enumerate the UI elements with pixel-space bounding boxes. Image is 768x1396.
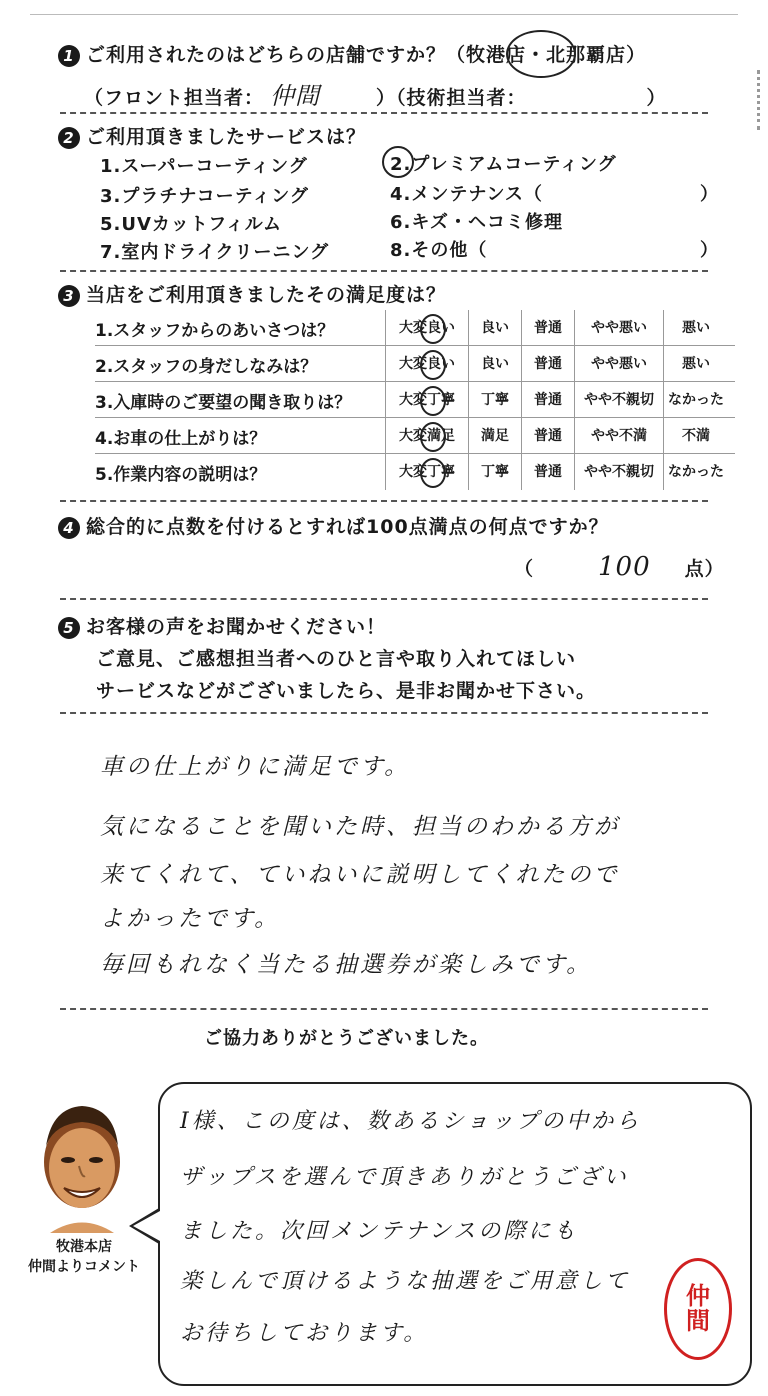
thanks-text: ご協力ありがとうございました。 [204, 1028, 489, 1049]
selected-mark [420, 350, 446, 380]
option-cell: 大変満足 [385, 418, 468, 454]
service-item: 2.プレミアムコーティング [390, 154, 617, 175]
store-selected-circle [506, 30, 576, 78]
q4-number: 4 [58, 517, 80, 539]
q1-store-b: 北那覇店 [546, 44, 627, 66]
customer-comment-line: よかったです。 [100, 906, 281, 932]
staff-reply-line: ザップスを選んで頂きありがとうござい [180, 1165, 629, 1190]
q4-text: 総合的に点数を付けるとすれば100点満点の何点ですか？ [86, 516, 609, 538]
option-cell: 大変丁寧 [385, 382, 468, 418]
q1-text: ご利用されたのはどちらの店舗ですか？（ [86, 44, 467, 66]
satisfaction-question: 5.作業内容の説明は？ [95, 465, 267, 485]
selected-mark [420, 458, 446, 488]
q4-score: 100 [598, 552, 651, 582]
option-cell: なかった [663, 454, 728, 490]
option-cell: やや不親切 [574, 382, 663, 418]
selected-mark [420, 422, 446, 452]
q5-line: お客様の声をお聞かせください！ [86, 616, 387, 638]
staff-reply-line: ました。次回メンテナンスの際にも [180, 1219, 579, 1244]
option-cell: 普通 [521, 382, 574, 418]
customer-comment-line: 来てくれて、ていねいに説明してくれたので [100, 862, 620, 888]
tech-staff-label: ）（技術担当者： [376, 87, 527, 109]
divider-2 [60, 270, 708, 272]
staff-avatar-icon [32, 1088, 132, 1233]
stamp-char: 間 [686, 1307, 710, 1335]
q2-question [58, 122, 366, 149]
q5-number: 5 [58, 617, 80, 639]
q5-question [58, 612, 386, 639]
margin-dots [757, 70, 760, 130]
q1-number: 1 [58, 45, 80, 67]
customer-comment-line: 気になることを聞いた時、担当のわかる方が [100, 814, 620, 840]
tech-staff-close: ） [646, 87, 667, 109]
bubble-tail-inner [133, 1211, 160, 1241]
divider-6 [60, 1008, 708, 1010]
front-staff-label: （フロント担当者： [84, 87, 265, 109]
service-paren-close: ） [700, 184, 719, 205]
row-rule [95, 381, 735, 382]
row-rule [95, 345, 735, 346]
option-cell: 普通 [521, 454, 574, 490]
option-cell: 普通 [521, 346, 574, 382]
staff-caption-store: 牧港本店 [56, 1239, 112, 1255]
option-cell: 良い [468, 346, 521, 382]
satisfaction-row [95, 382, 735, 418]
service-paren-close: ） [700, 240, 719, 261]
q1-staff-line [84, 76, 667, 111]
customer-comment-line: 車の仕上がりに満足です。 [100, 754, 411, 780]
option-cell: やや不親切 [574, 454, 663, 490]
q4-question [58, 512, 609, 539]
q2-number: 2 [58, 127, 80, 149]
q4-open: （ [514, 558, 535, 580]
front-staff-value: 仲間 [270, 82, 321, 110]
q4-unit: 点） [684, 558, 725, 580]
staff-reply-line: I様、この度は、数あるショップの中から [180, 1109, 642, 1134]
stamp-char: 仲 [686, 1281, 710, 1310]
q3-number: 3 [58, 285, 80, 307]
option-cell: 満足 [468, 418, 521, 454]
satisfaction-row [95, 454, 735, 490]
divider-4 [60, 598, 708, 600]
q4-answer [514, 552, 725, 582]
divider-1 [60, 112, 708, 114]
service-item: 8.その他（ [390, 240, 488, 261]
satisfaction-question: 4.お車の仕上がりは？ [95, 429, 267, 449]
option-cell: やや悪い [574, 310, 663, 346]
row-rule [95, 417, 735, 418]
service-item: 3.プラチナコーティング [100, 186, 309, 207]
service-item: 7.室内ドライクリーニング [100, 242, 330, 263]
service-item: 1.スーパーコーティング [100, 156, 308, 177]
satisfaction-question: 2.スタッフの身だしなみは？ [95, 357, 318, 377]
option-cell: やや悪い [574, 346, 663, 382]
q3-question [58, 280, 446, 307]
staff-reply-line: 楽しんで頂けるような抽選をご用意して [180, 1269, 631, 1294]
satisfaction-row [95, 418, 735, 454]
selected-mark [420, 386, 446, 416]
option-cell: 大変良い [385, 310, 468, 346]
q3-text: 当店をご利用頂きましたその満足度は？ [86, 284, 447, 306]
q5-line: サービスなどがございましたら、是非お聞かせ下さい。 [96, 680, 597, 702]
option-cell: 良い [468, 310, 521, 346]
q1-close: ） [626, 44, 647, 66]
q1-separator: ・ [526, 44, 547, 66]
service-item: 5.UVカットフィルム [100, 214, 283, 235]
option-cell: 普通 [521, 418, 574, 454]
service-item: 6.キズ・ヘコミ修理 [390, 212, 564, 233]
service-item: 4.メンテナンス（ [390, 184, 543, 205]
option-cell: 不満 [663, 418, 728, 454]
satisfaction-question: 3.入庫時のご要望の聞き取りは？ [95, 393, 352, 413]
option-cell: 丁寧 [468, 454, 521, 490]
option-cell: なかった [663, 382, 728, 418]
option-cell: 丁寧 [468, 382, 521, 418]
q2-text: ご利用頂きましたサービスは？ [86, 126, 367, 148]
top-rule [30, 14, 738, 15]
q5-line: ご意見、ご感想担当者へのひと言や取り入れてほしい [96, 648, 577, 670]
option-cell: 悪い [663, 310, 728, 346]
divider-3 [60, 500, 708, 502]
q1-store-a: 牧港店 [466, 44, 527, 66]
satisfaction-question: 1.スタッフからのあいさつは？ [95, 321, 335, 341]
name-seal-stamp [664, 1258, 732, 1360]
option-cell: 悪い [663, 346, 728, 382]
staff-reply-line: お待ちしております。 [180, 1321, 429, 1346]
staff-caption-name: 仲間よりコメント [28, 1259, 140, 1275]
selected-mark [420, 314, 446, 344]
option-cell: 大変丁寧 [385, 454, 468, 490]
divider-5 [60, 712, 708, 714]
satisfaction-row [95, 310, 735, 346]
option-cell: 普通 [521, 310, 574, 346]
option-cell: 大変良い [385, 346, 468, 382]
option-cell: やや不満 [574, 418, 663, 454]
satisfaction-row [95, 346, 735, 382]
service-selected-circle [382, 146, 414, 178]
row-rule [95, 453, 735, 454]
customer-comment-line: 毎回もれなく当たる抽選券が楽しみです。 [100, 952, 593, 978]
